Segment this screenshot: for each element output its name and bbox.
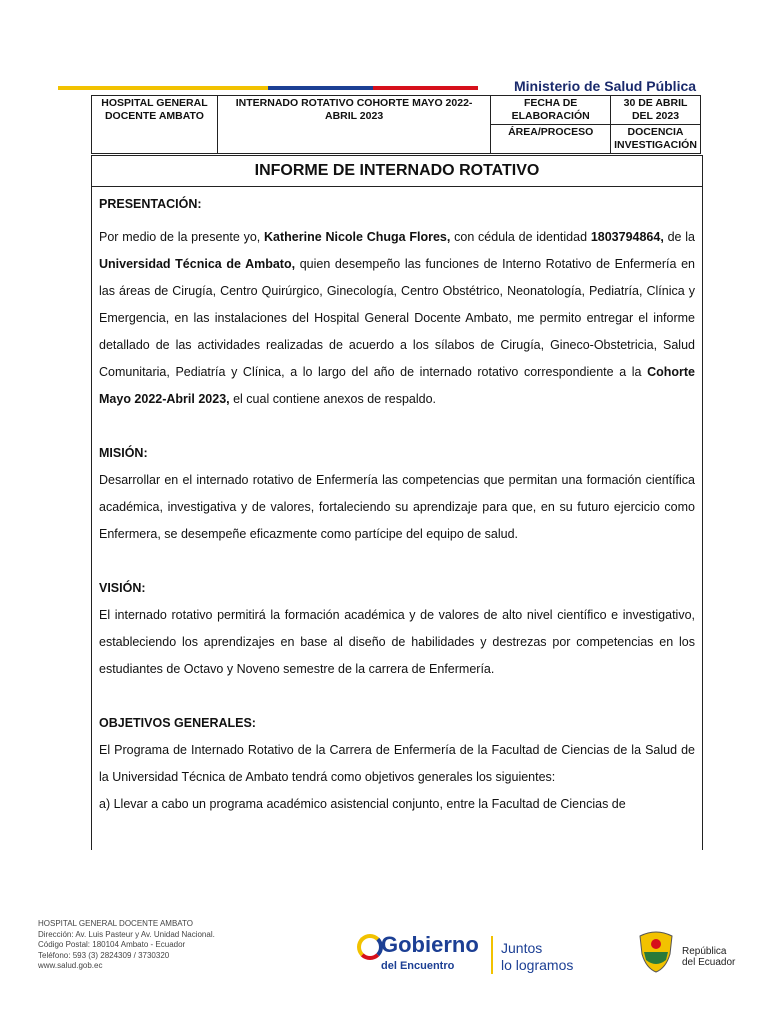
fecha-value-cell: 30 DE ABRIL DEL 2023 <box>611 96 701 125</box>
footer-line-1: HOSPITAL GENERAL DOCENTE AMBATO <box>38 919 193 928</box>
header-table <box>91 95 701 154</box>
hospital-cell: HOSPITAL GENERAL DOCENTE AMBATO <box>92 96 218 154</box>
report-body <box>91 155 703 850</box>
report-title: INFORME DE INTERNADO ROTATIVO <box>92 156 702 187</box>
flag-color-bar <box>58 86 478 90</box>
del-encuentro-text: del Encuentro <box>381 960 455 972</box>
report-content <box>92 187 702 818</box>
juntos-slogan: Juntos lo logramos <box>501 940 574 973</box>
footer-line-3: Código Postal: 180104 Ambato - Ecuador <box>38 940 186 949</box>
mision-heading: MISIÓN: <box>99 446 148 460</box>
program-cell: INTERNADO ROTATIVO COHORTE MAYO 2022-ABRIL 2023 <box>217 96 490 154</box>
ministry-name: Ministerio de Salud Pública <box>514 78 697 94</box>
area-value-cell: DOCENCIA INVESTIGACIÓN <box>611 125 701 154</box>
hospital-contact-info <box>38 919 215 972</box>
mision-paragraph: Desarrollar en el internado rotativo de Enfermería las competencias que permitan una formación científica académica, investigativa y de valores, fortaleciendo su aprendizaje para que, en su futuro ejercicio como Enfermera, se desempeñe eficazmente como partícipe del equipo de salud. <box>99 473 695 541</box>
objetivos-paragraph: El Programa de Internado Rotativo de la Carrera de Enfermería de la Facultad de Ciencias de la Salud de la Universidad Técnica de Ambato tendrá como objetivos generales los siguientes: <box>99 743 695 784</box>
republica-ecuador-logo <box>636 930 768 982</box>
gobierno-mark-icon <box>357 934 383 960</box>
fecha-label-cell: FECHA DE ELABORACIÓN <box>491 96 611 125</box>
objetivos-item-a: a) Llevar a cabo un programa académico asistencial conjunto, entre la Facultad de Ciencias de <box>99 797 626 811</box>
vision-heading: VISIÓN: <box>99 581 146 595</box>
footer-line-4: Teléfono: 593 (3) 2824309 / 3730320 <box>38 950 170 960</box>
vision-paragraph: El internado rotativo permitirá la formación académica y de valores de alto nivel científico e investigativo, estableciendo los aprendizajes en base al diseño de habilidades y destrezas por competencias en los estudiantes de Octavo y Noveno semestre de la carrera de Enfermería. <box>99 608 695 676</box>
footer-line-5: www.salud.gob.ec <box>38 961 103 970</box>
gobierno-logo <box>357 918 597 980</box>
gobierno-text: Gobierno <box>381 932 479 957</box>
objetivos-heading: OBJETIVOS GENERALES: <box>99 716 256 730</box>
coat-of-arms-icon <box>636 930 676 974</box>
presentacion-paragraph: Por medio de la presente yo, Katherine Nicole Chuga Flores, con cédula de identidad 1803794864, de la Universidad Técnica de Ambato, quien desempeño las funciones de Interno Rotativo de Enfermería en las áreas de Cirugía, Centro Quirúrgico, Ginecología, Centro Obstétrico, Neonatología, Pediatría, Clínica y Emergencia, en las instalaciones del Hospital General Docente Ambato, me permito entregar el informe detallado de las actividades realizadas de acuerdo a los sílabos de Cirugía, Gineco-Obstetricia, Salud Comunitaria, Pediatría y Clínica, a lo largo del año de internado rotativo correspondiente a la Cohorte Mayo 2022-Abril 2023, el cual contiene anexos de respaldo. <box>99 230 695 406</box>
footer-line-2: Dirección: Av. Luis Pasteur y Av. Unidad Nacional. <box>38 929 215 939</box>
area-label-cell: ÁREA/PROCESO <box>491 125 611 154</box>
presentacion-heading: PRESENTACIÓN: <box>99 197 202 211</box>
republica-text: República del Ecuador <box>682 946 736 968</box>
